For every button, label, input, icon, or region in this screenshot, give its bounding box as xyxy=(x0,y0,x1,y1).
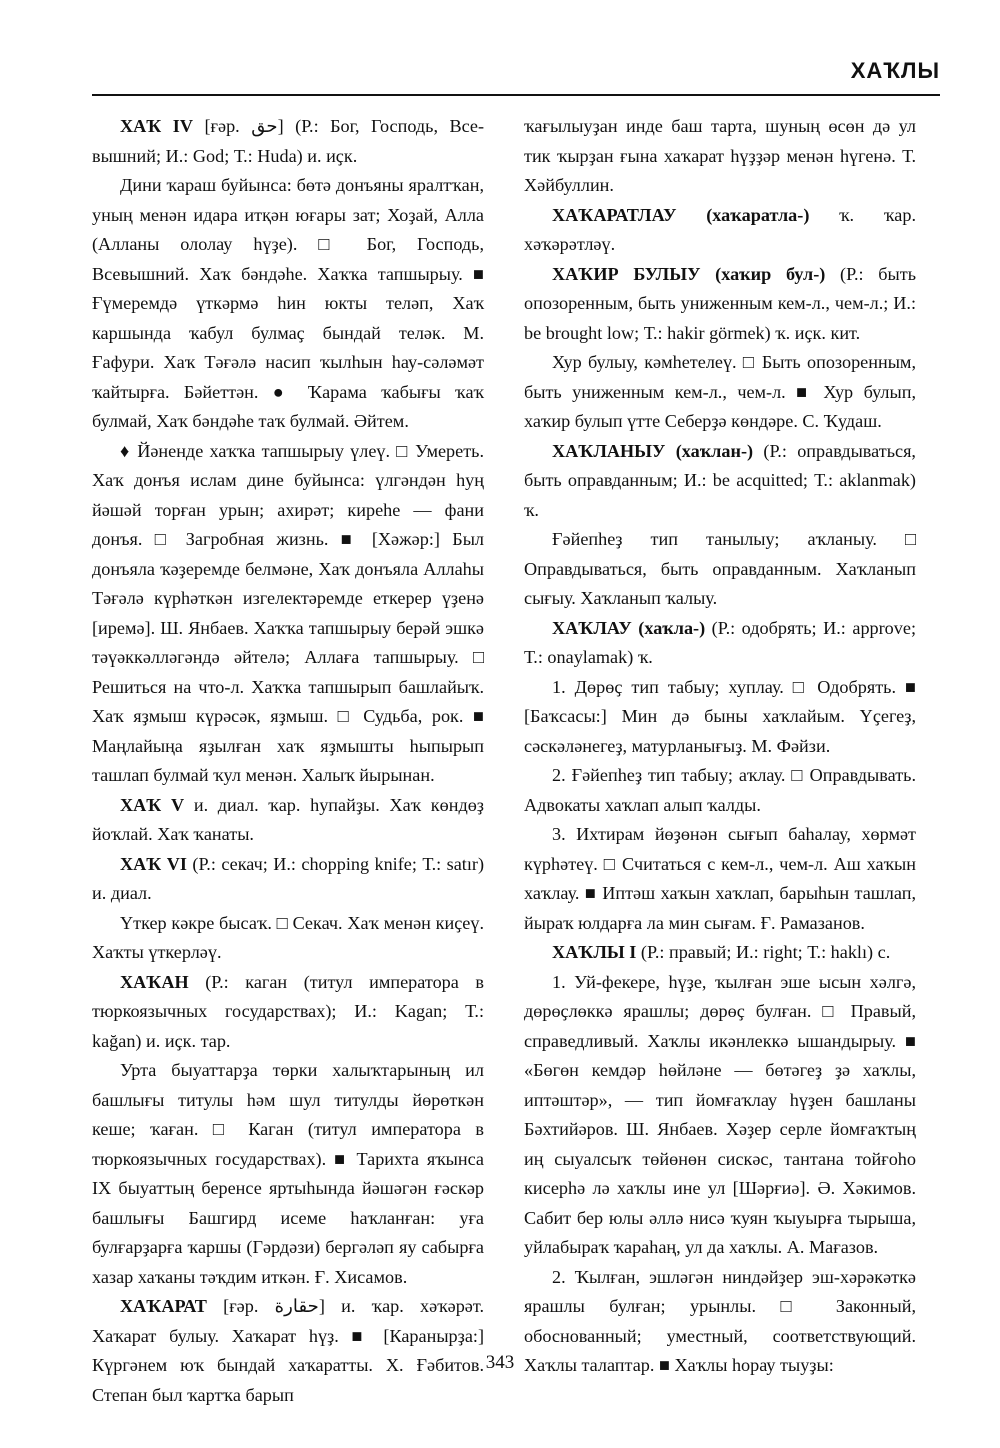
entry-text: ҡағылыуҙан инде баш тарта, шуның өсөн дә ул тик ҡырҙан ғына хаҡарат һүҙҙәр менән һүгенә. Т. Хәйбуллин. xyxy=(524,116,916,195)
headword: ХАҠЛЫ I xyxy=(552,942,637,962)
left-column xyxy=(92,112,484,1410)
entry-text: [ғәр. حق] (Р.: Бог, Господь, Все-вышний; И.: God; Т.: Huda) и. иҫк. xyxy=(92,116,485,166)
entry-text: (Р.: секач; И.: chopping knife; Т.: satır) и. диал. xyxy=(92,853,484,903)
entry-text: ҡ. ҡар. хәҡәрәтләү. xyxy=(524,204,916,254)
entry-paragraph xyxy=(524,525,916,614)
headword: ХАҠЛАНЫУ (хаҡлан-) xyxy=(552,440,754,461)
headword: ХАҠЛАУ (хаҡла-) xyxy=(552,617,706,638)
entry-text: (Р.: быть опозоренным, быть униженным кем-л., чем-л.; И.: be brought low; Т.: hakir görmek) ҡ. иҫк. кит. xyxy=(524,263,916,343)
entry-paragraph xyxy=(524,968,916,1263)
entry-paragraph xyxy=(524,820,916,938)
entry-text: 1. Дөрөҫ тип табыу; хуплау. □ Одобрять. ■ [Баҡсасы:] Мин дә быны хаҡлайым. Үҫегеҙ, сәскәләнегеҙ, матурланығыҙ. М. Фәйзи. xyxy=(524,676,916,756)
guide-word: ХАҠЛЫ xyxy=(850,58,940,83)
right-column xyxy=(524,112,916,1381)
headword: ХАҠАН xyxy=(120,971,189,992)
entry-paragraph xyxy=(92,437,484,791)
entry-text: Үткер кәкре бысаҡ. □ Секач. Хаҡ менән киҫеү. Хаҡты үткерләү. xyxy=(92,912,484,962)
entry-paragraph xyxy=(524,201,916,260)
entry-text: Дини ҡараш буйынса: бөтә донъяны яралтҡан, уның менән идара итқән юғары зат; Хоҙай, Алла (Алланы ололау һүҙе). □ Бог, Господь, Всевышний. Хаҡ бәндәһе. Хаҡҡа тапшырыу. ■ Ғүмеремдә үткәрмә һин юкты теләп, Хаҡ каршында ҡабул булмаҫ бындай теләк. М. Ғафури. Хаҡ Тәғәлә насип ҡылһын һау-сәләмәт ҡайтырға. Бәйеттән. ● Ҡарама ҡабығы ҡаҡ булмай, Хаҡ бәндәһе таҡ булмай. Әйтем. xyxy=(92,175,484,431)
entry-paragraph xyxy=(92,909,484,968)
entry-text: 2. Ғәйепһеҙ тип табыу; аҡлау. □ Оправдывать. Адвокаты хаҡлап алып ҡалды. xyxy=(524,765,916,815)
page-number: 343 xyxy=(485,1352,515,1373)
entry-text: Хур булыу, кәмһетелеү. □ Быть опозоренным, быть униженным кем-л., чем-л. ■ Хур булып, хаҡир булып үтте Себерҙә көндәре. С. Ҡудаш. xyxy=(524,352,916,431)
headword: ХАҠАРАТЛАУ (хаҡаратла-) xyxy=(552,204,810,225)
entry-text: 1. Уй-фекере, һүҙе, ҡылған эше ысын хәлгә, дөрөҫлөккә ярашлы; дөрөҫ булған. □ Правый, справедливый. Хаҡлы икәнлеккә ышандырыу. ■ «Бөгөн кемдәр һөйләне — бөтәгеҙ ҙә хаҡлы, иптәштәр», — тип йомғаҡлау һүҙен башланы Бәхтийәров. Ш. Янбаев. Хәҙер серле йомғаҡтың иң сыуалсыҡ төйөнөн сискәс, тантана тойғоһо кисерһә лә хаҡлы ине ул [Шәрғиә]. Ә. Хәкимов. Сабит бер юлы әллә нисә ҡуян ҡыуырға тырыша, уйлабыраҡ ҡараһаң, ул да хаҡлы. А. Мағазов. xyxy=(524,971,916,1257)
entry-text: Урта быуаттарҙа төрки халыҡтарының ил башлығы титулы һәм шул титулды йөрөткән кеше; ҡаған. □ Каган (титул императора в тюркоязычных государствах). ■ Тарихта яҡынса IX быуаттың беренсе яртыһында йәшәгән ғәскәр башлығы Башгирд исеме һаҡланған: уға булғарҙарға ҡаршы (Гәрдәзи) бергәләп яу сабырға хазар хаҡаны тәҡдим иткән. Ғ. Хисамов. xyxy=(92,1060,484,1287)
entry-paragraph xyxy=(92,171,484,437)
entry-text: 2. Ҡылған, эшләгән ниндәйҙер эш-хәрәкәткә ярашлы булған; урынлы. □ Законный, обоснованный; уместный, соответствующий. Хаҡлы талаптар. ■ Хаҡлы һорау тыуҙы: xyxy=(524,1266,916,1375)
entry-paragraph xyxy=(524,348,916,437)
entry-paragraph xyxy=(92,112,484,171)
entry-paragraph xyxy=(524,112,916,201)
entry-text: (Р.: каган (титул императора в тюркоязычных государствах); И.: Kagan; Т.: kağan) и. иҫк. тар. xyxy=(92,971,484,1051)
entry-paragraph xyxy=(524,761,916,820)
entry-text: (Р.: одобрять; И.: approve; Т.: onaylamak) ҡ. xyxy=(524,617,916,667)
entry-text: [ғәр. حقارة] и. ҡар. хәҡәрәт. Хаҡарат булыу. Хаҡарат һүҙ. ■ [Каранырҙа:] Күргәнем юҡ бындай хаҡаратты. Х. Ғәбитов. Степан был ҡартҡа барып xyxy=(92,1296,485,1405)
entry-paragraph xyxy=(524,614,916,673)
entry-paragraph xyxy=(92,968,484,1057)
headword: ХАҠ IV xyxy=(120,116,194,136)
entry-paragraph xyxy=(92,1056,484,1292)
header-rule xyxy=(92,94,940,96)
headword: ХАҠ VI xyxy=(120,853,187,874)
entry-text: Ғәйепһеҙ тип танылыу; аҡланыу. □ Оправдываться, быть оправданным. Хаҡланып сығыу. Хаҡланып ҡалыу. xyxy=(524,529,916,608)
headword: ХАҠИР БУЛЫУ (хаҡир бул-) xyxy=(552,263,826,284)
entry-paragraph xyxy=(92,1292,484,1410)
entry-text: ♦ Йәненде хаҡҡа тапшырыу үлеү. □ Умереть. Хаҡ донъя ислам дине буйынса: үлгәндән һуң йәшәй торған урын; ахирәт; киреһе — фани донъя. □ Загробная жизнь. ■ [Хәжәр:] Был донъяла ҡәҙеремде белмәне, Хаҡ донъяла Аллаһы Тәғәлә күрһәткән изгелектәремде еткерер үҙенә [иремә]. Ш. Янбаев. Хаҡҡа тапшырыу берәй эшкә тәүәккәлләгәндә әйтелә; Аллаға тапшырыу. □ Решиться на что-л. Хаҡҡа тапшырып башлайыҡ. Хаҡ яҙмыш күрәсәк, яҙмыш. □ Судьба, рок. ■ Маңлайыңа яҙылған хаҡ яҙмышты һыпырып ташлап булмай ҡул менән. Халыҡ йырынан. xyxy=(92,440,484,785)
headword: ХАҠ V xyxy=(120,794,185,815)
entry-paragraph xyxy=(92,850,484,909)
entry-paragraph xyxy=(92,791,484,850)
entry-paragraph xyxy=(524,673,916,762)
entry-text: 3. Ихтирам йөҙөнән сығып баһалау, хөрмәт күрһәтеү. □ Считаться с кем-л., чем-л. Аш хаҡын хаҡлау. ■ Иптәш хаҡын хаҡлап, барыһын ташлап, йыраҡ юлдарға ла мин сығам. Ғ. Рамазанов. xyxy=(524,824,916,933)
headword: ХАҠАРАТ xyxy=(120,1296,207,1316)
entry-text: (Р.: оправдываться, быть оправданным; И.: be acquitted; Т.: aklanmak) ҡ. xyxy=(524,440,916,520)
entry-text: и. диал. ҡар. һупайҙы. Хаҡ көндөҙ йоҡлай. Хаҡ ҡанаты. xyxy=(92,794,484,844)
entry-paragraph xyxy=(524,260,916,349)
entry-paragraph xyxy=(524,938,916,968)
entry-text: (Р.: правый; И.: right; Т.: haklı) с. xyxy=(636,942,891,962)
entry-paragraph xyxy=(524,437,916,526)
